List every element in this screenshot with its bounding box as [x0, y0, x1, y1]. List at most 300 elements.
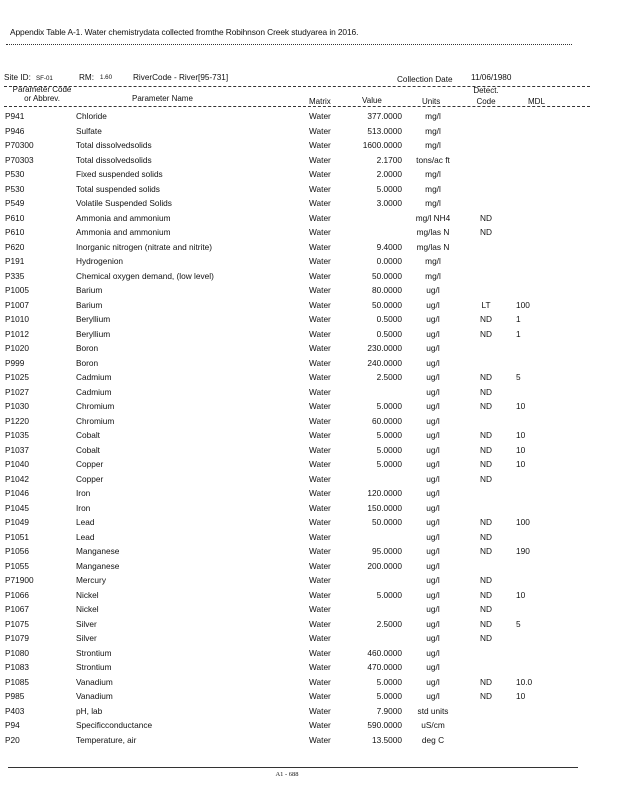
param-code-cell: P985 — [5, 691, 25, 701]
param-name-cell: Total dissolvedsolids — [76, 140, 152, 150]
table-row — [0, 704, 618, 719]
matrix-cell: Water — [309, 430, 331, 440]
mdl-cell: 1 — [516, 328, 521, 339]
param-code-cell: P71900 — [5, 575, 34, 585]
param-name-cell: Specificconductance — [76, 720, 153, 730]
table-row — [0, 341, 618, 356]
table-row — [0, 559, 618, 574]
header-param-name: Parameter Name — [132, 94, 193, 103]
detect-code-cell: ND — [480, 459, 492, 469]
value-cell: 513.0000 — [367, 125, 402, 136]
table-row — [0, 385, 618, 400]
header-detect-code — [466, 86, 506, 106]
param-code-cell: P1010 — [5, 314, 29, 324]
matrix-cell: Water — [309, 270, 331, 281]
matrix-cell: Water — [309, 720, 331, 730]
units-cell: ug/l — [426, 531, 440, 542]
param-code-cell: P610 — [5, 227, 25, 237]
param-name-cell: Nickel — [76, 589, 99, 600]
param-code-cell: P1005 — [5, 285, 29, 295]
value-cell: 2.5000 — [376, 618, 402, 629]
param-code-cell: P530 — [5, 169, 25, 179]
table-row — [0, 718, 618, 733]
units-cell: ug/l — [426, 604, 440, 614]
param-code-cell: P1051 — [5, 531, 29, 542]
table-row — [0, 428, 618, 443]
value-cell: 120.0000 — [367, 488, 402, 498]
matrix-cell: Water — [309, 241, 331, 252]
value-cell: 240.0000 — [367, 357, 402, 368]
header-param-code-line1: Parameter Code — [12, 85, 72, 94]
matrix-cell: Water — [309, 314, 331, 324]
value-cell: 470.0000 — [367, 662, 402, 672]
mdl-cell: 10 — [516, 401, 526, 411]
param-name-cell: Hydrogenion — [76, 256, 124, 266]
param-name-cell: Mercury — [76, 575, 106, 585]
header-param-code — [4, 85, 80, 103]
matrix-cell: Water — [309, 343, 331, 353]
matrix-cell: Water — [309, 372, 331, 382]
param-code-cell: P941 — [5, 111, 25, 121]
param-name-cell: Copper — [76, 473, 104, 484]
param-code-cell: P1080 — [5, 647, 29, 658]
matrix-cell: Water — [309, 415, 331, 426]
mdl-cell: 1 — [516, 314, 521, 324]
mdl-cell: 190 — [516, 546, 530, 556]
matrix-cell: Water — [309, 589, 331, 600]
matrix-cell: Water — [309, 604, 331, 614]
mdl-cell: 10 — [516, 691, 526, 701]
param-code-cell: P1085 — [5, 676, 29, 687]
table-row — [0, 283, 618, 298]
param-name-cell: Cobalt — [76, 430, 100, 440]
value-cell: 3.0000 — [376, 198, 402, 208]
detect-code-cell: LT — [481, 299, 491, 310]
detect-code-cell: ND — [480, 633, 492, 643]
table-row — [0, 269, 618, 284]
table-row — [0, 196, 618, 211]
units-cell: ug/l — [426, 386, 440, 397]
units-cell: mg/l — [425, 256, 441, 266]
param-code-cell: P1220 — [5, 415, 29, 426]
param-code-cell: P1027 — [5, 386, 29, 397]
header-value: Value — [362, 96, 382, 105]
header-bottom-divider — [4, 106, 590, 107]
matrix-cell: Water — [309, 169, 331, 179]
detect-code-cell: ND — [480, 691, 492, 701]
value-cell: 150.0000 — [367, 502, 402, 513]
matrix-cell: Water — [309, 676, 331, 687]
matrix-cell: Water — [309, 734, 331, 745]
table-row — [0, 327, 618, 342]
param-code-cell: P20 — [5, 734, 20, 745]
param-name-cell: Volatile Suspended Solids — [76, 198, 172, 208]
matrix-cell: Water — [309, 212, 331, 223]
detect-code-cell: ND — [480, 314, 492, 324]
table-row — [0, 356, 618, 371]
param-code-cell: P403 — [5, 705, 25, 716]
table-row — [0, 109, 618, 124]
param-name-cell: Strontium — [76, 662, 112, 672]
param-name-cell: Lead — [76, 517, 95, 527]
units-cell: mg/l — [425, 270, 441, 281]
footer-divider — [8, 767, 578, 768]
matrix-cell: Water — [309, 357, 331, 368]
value-cell: 13.5000 — [372, 734, 402, 745]
units-cell: ug/l — [426, 575, 440, 585]
matrix-cell: Water — [309, 575, 331, 585]
rm-label: RM: — [79, 73, 95, 82]
param-name-cell: Chloride — [76, 111, 107, 121]
param-name-cell: Inorganic nitrogen (nitrate and nitrite) — [76, 241, 213, 252]
detect-code-cell: ND — [480, 575, 492, 585]
param-code-cell: P946 — [5, 125, 25, 136]
value-cell: 0.5000 — [376, 328, 402, 339]
mdl-cell: 10 — [516, 444, 526, 455]
value-cell: 50.0000 — [372, 299, 402, 310]
units-cell: mg/l NH4 — [415, 212, 451, 223]
matrix-cell: Water — [309, 618, 331, 629]
param-code-cell: P1007 — [5, 299, 29, 310]
units-cell: ug/l — [426, 647, 440, 658]
value-cell: 5.0000 — [376, 430, 402, 440]
value-cell: 5.0000 — [376, 401, 402, 411]
value-cell: 50.0000 — [372, 270, 402, 281]
table-row — [0, 631, 618, 646]
units-cell: mg/las N — [416, 227, 450, 237]
param-name-cell: Barium — [76, 285, 103, 295]
param-code-cell: P1049 — [5, 517, 29, 527]
param-code-cell: P1030 — [5, 401, 29, 411]
param-code-cell: P1020 — [5, 343, 29, 353]
param-code-cell: P999 — [5, 357, 25, 368]
param-code-cell: P1046 — [5, 488, 29, 498]
value-cell: 9.4000 — [376, 241, 402, 252]
value-cell: 0.5000 — [376, 314, 402, 324]
table-row — [0, 472, 618, 487]
units-cell: ug/l — [426, 285, 440, 295]
units-cell: ug/l — [426, 517, 440, 527]
detect-code-cell: ND — [480, 430, 492, 440]
table-row — [0, 573, 618, 588]
collection-date-label: Collection Date — [397, 75, 453, 84]
units-cell: ug/l — [426, 444, 440, 455]
value-cell: 5.0000 — [376, 676, 402, 687]
matrix-cell: Water — [309, 560, 331, 571]
units-cell: mg/l — [425, 183, 441, 194]
table-row — [0, 675, 618, 690]
param-name-cell: Chromium — [76, 415, 115, 426]
param-code-cell: P530 — [5, 183, 25, 194]
param-name-cell: Copper — [76, 459, 104, 469]
value-cell: 200.0000 — [367, 560, 402, 571]
header-detect-line2: Code — [476, 97, 496, 106]
table-title: Appendix Table A-1. Water chemistrydata collected fromthe Robihnson Creek studyarea in 2016. — [10, 27, 359, 37]
detect-code-cell: ND — [480, 473, 492, 484]
header-mdl: MDL — [528, 97, 545, 106]
table-row — [0, 689, 618, 704]
units-cell: ug/l — [426, 502, 440, 513]
units-cell: ug/l — [426, 618, 440, 629]
param-name-cell: Cadmium — [76, 372, 112, 382]
site-id-value: SF-01 — [36, 75, 53, 82]
param-code-cell: P1045 — [5, 502, 29, 513]
param-name-cell: Boron — [76, 343, 99, 353]
units-cell: tons/ac ft — [416, 154, 450, 165]
units-cell: ug/l — [426, 299, 440, 310]
detect-code-cell: ND — [480, 401, 492, 411]
value-cell: 2.0000 — [376, 169, 402, 179]
param-code-cell: P70303 — [5, 154, 34, 165]
param-name-cell: Strontium — [76, 647, 112, 658]
matrix-cell: Water — [309, 488, 331, 498]
units-cell: ug/l — [426, 459, 440, 469]
param-code-cell: P1083 — [5, 662, 29, 672]
matrix-cell: Water — [309, 517, 331, 527]
detect-code-cell: ND — [480, 546, 492, 556]
param-name-cell: Vanadium — [76, 676, 113, 687]
table-row — [0, 399, 618, 414]
units-cell: ug/l — [426, 560, 440, 571]
matrix-cell: Water — [309, 647, 331, 658]
param-code-cell: P70300 — [5, 140, 34, 150]
header-matrix: Matrix — [309, 97, 331, 106]
page-number: A1 - 688 — [275, 771, 299, 778]
value-cell: 2.1700 — [376, 154, 402, 165]
header-units: Units — [422, 97, 441, 106]
matrix-cell: Water — [309, 531, 331, 542]
value-cell: 50.0000 — [372, 517, 402, 527]
table-row — [0, 602, 618, 617]
param-name-cell: Ammonia and ammonium — [76, 227, 171, 237]
param-name-cell: Nickel — [76, 604, 99, 614]
param-code-cell: P610 — [5, 212, 25, 223]
param-name-cell: Beryllium — [76, 314, 111, 324]
value-cell: 2.5000 — [376, 372, 402, 382]
units-cell: ug/l — [426, 401, 440, 411]
data-table-body — [0, 109, 618, 747]
param-name-cell: Lead — [76, 531, 95, 542]
table-row — [0, 298, 618, 313]
units-cell: mg/l — [425, 140, 441, 150]
detect-code-cell: ND — [480, 618, 492, 629]
value-cell: 460.0000 — [367, 647, 402, 658]
matrix-cell: Water — [309, 111, 331, 121]
units-cell: ug/l — [426, 589, 440, 600]
units-cell: ug/l — [426, 328, 440, 339]
matrix-cell: Water — [309, 705, 331, 716]
table-row — [0, 486, 618, 501]
units-cell: ug/l — [426, 488, 440, 498]
units-cell: ug/l — [426, 430, 440, 440]
param-code-cell: P1067 — [5, 604, 29, 614]
table-row — [0, 240, 618, 255]
table-row — [0, 646, 618, 661]
table-row — [0, 124, 618, 139]
matrix-cell: Water — [309, 285, 331, 295]
param-code-cell: P1042 — [5, 473, 29, 484]
value-cell: 0.0000 — [376, 256, 402, 266]
detect-code-cell: ND — [480, 227, 492, 237]
param-code-cell: P94 — [5, 720, 20, 730]
value-cell: 377.0000 — [367, 111, 402, 121]
units-cell: mg/l — [425, 169, 441, 179]
param-name-cell: Iron — [76, 488, 91, 498]
units-cell: ug/l — [426, 546, 440, 556]
table-row — [0, 211, 618, 226]
units-cell: ug/l — [426, 415, 440, 426]
river-code: RiverCode - River[95-731] — [133, 73, 229, 82]
param-code-cell: P1012 — [5, 328, 29, 339]
table-row — [0, 501, 618, 516]
param-code-cell: P1055 — [5, 560, 29, 571]
table-row — [0, 733, 618, 748]
mdl-cell: 10 — [516, 430, 526, 440]
param-name-cell: Vanadium — [76, 691, 113, 701]
param-name-cell: Manganese — [76, 546, 120, 556]
matrix-cell: Water — [309, 444, 331, 455]
param-code-cell: P1025 — [5, 372, 29, 382]
table-row — [0, 225, 618, 240]
param-name-cell: Temperature, air — [76, 734, 137, 745]
matrix-cell: Water — [309, 401, 331, 411]
table-row — [0, 544, 618, 559]
value-cell: 5.0000 — [376, 444, 402, 455]
param-code-cell: P549 — [5, 198, 25, 208]
units-cell: ug/l — [426, 357, 440, 368]
detect-code-cell: ND — [480, 372, 492, 382]
value-cell: 590.0000 — [367, 720, 402, 730]
param-name-cell: Total dissolvedsolids — [76, 154, 152, 165]
table-row — [0, 167, 618, 182]
matrix-cell: Water — [309, 256, 331, 266]
units-cell: std units — [417, 705, 449, 716]
matrix-cell: Water — [309, 691, 331, 701]
param-code-cell: P1075 — [5, 618, 29, 629]
table-row — [0, 515, 618, 530]
matrix-cell: Water — [309, 198, 331, 208]
matrix-cell: Water — [309, 227, 331, 237]
matrix-cell: Water — [309, 546, 331, 556]
table-row — [0, 588, 618, 603]
param-code-cell: P1066 — [5, 589, 29, 600]
param-name-cell: Total suspended solids — [76, 183, 160, 194]
table-row — [0, 457, 618, 472]
units-cell: ug/l — [426, 633, 440, 643]
table-row — [0, 312, 618, 327]
value-cell: 1600.0000 — [362, 140, 402, 150]
mdl-cell: 5 — [516, 372, 521, 382]
detect-code-cell: ND — [480, 604, 492, 614]
table-row — [0, 153, 618, 168]
mdl-cell: 10.0 — [516, 676, 533, 687]
param-name-cell: Fixed suspended solids — [76, 169, 163, 179]
units-cell: ug/l — [426, 343, 440, 353]
matrix-cell: Water — [309, 125, 331, 136]
site-id-label: Site ID: — [4, 73, 31, 82]
units-cell: mg/l — [425, 125, 441, 136]
detect-code-cell: ND — [480, 386, 492, 397]
param-name-cell: Cobalt — [76, 444, 100, 455]
param-name-cell: Boron — [76, 357, 99, 368]
param-name-cell: Sulfate — [76, 125, 102, 136]
mdl-cell: 10 — [516, 459, 526, 469]
value-cell: 80.0000 — [372, 285, 402, 295]
param-name-cell: Chromium — [76, 401, 115, 411]
mdl-cell: 100 — [516, 517, 530, 527]
units-cell: ug/l — [426, 473, 440, 484]
param-code-cell: P1079 — [5, 633, 29, 643]
param-code-cell: P1035 — [5, 430, 29, 440]
param-code-cell: P1037 — [5, 444, 29, 455]
units-cell: ug/l — [426, 691, 440, 701]
units-cell: ug/l — [426, 372, 440, 382]
detect-code-cell: ND — [480, 531, 492, 542]
param-name-cell: Silver — [76, 618, 97, 629]
value-cell: 60.0000 — [372, 415, 402, 426]
param-name-cell: Ammonia and ammonium — [76, 212, 171, 223]
value-cell: 5.0000 — [376, 691, 402, 701]
value-cell: 5.0000 — [376, 589, 402, 600]
detect-code-cell: ND — [480, 589, 492, 600]
table-row — [0, 530, 618, 545]
table-row — [0, 660, 618, 675]
param-code-cell: P191 — [5, 256, 25, 266]
detect-code-cell: ND — [480, 212, 492, 223]
matrix-cell: Water — [309, 502, 331, 513]
param-name-cell: Barium — [76, 299, 103, 310]
units-cell: mg/l — [425, 198, 441, 208]
matrix-cell: Water — [309, 154, 331, 165]
table-row — [0, 443, 618, 458]
matrix-cell: Water — [309, 328, 331, 339]
matrix-cell: Water — [309, 633, 331, 643]
value-cell: 95.0000 — [372, 546, 402, 556]
mdl-cell: 10 — [516, 589, 526, 600]
param-name-cell: Chemical oxygen demand, (low level) — [76, 270, 214, 281]
value-cell: 230.0000 — [367, 343, 402, 353]
units-cell: mg/las N — [416, 241, 450, 252]
units-cell: ug/l — [426, 676, 440, 687]
param-name-cell: Beryllium — [76, 328, 111, 339]
table-row — [0, 617, 618, 632]
mdl-cell: 5 — [516, 618, 521, 629]
matrix-cell: Water — [309, 140, 331, 150]
value-cell: 5.0000 — [376, 183, 402, 194]
matrix-cell: Water — [309, 662, 331, 672]
matrix-cell: Water — [309, 473, 331, 484]
units-cell: deg C — [421, 734, 445, 745]
table-row — [0, 370, 618, 385]
param-name-cell: Iron — [76, 502, 91, 513]
param-code-cell: P335 — [5, 270, 25, 281]
title-divider — [6, 44, 572, 45]
param-name-cell: Manganese — [76, 560, 120, 571]
units-cell: mg/l — [425, 111, 441, 121]
param-code-cell: P620 — [5, 241, 25, 252]
detect-code-cell: ND — [480, 676, 492, 687]
rm-value: 1.60 — [100, 74, 113, 81]
mdl-cell: 100 — [516, 299, 530, 310]
param-name-cell: Cadmium — [76, 386, 112, 397]
matrix-cell: Water — [309, 459, 331, 469]
table-row — [0, 414, 618, 429]
table-row — [0, 138, 618, 153]
detect-code-cell: ND — [480, 328, 492, 339]
table-row — [0, 182, 618, 197]
collection-date-value: 11/06/1980 — [471, 73, 512, 82]
units-cell: ug/l — [426, 314, 440, 324]
